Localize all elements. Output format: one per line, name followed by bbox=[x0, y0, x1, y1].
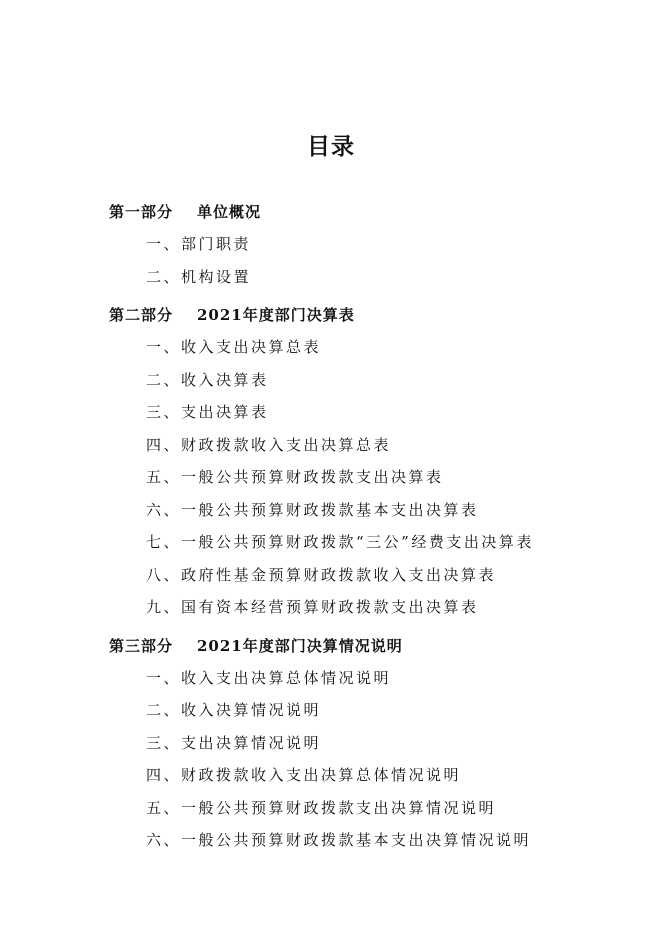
toc-section-heading bbox=[0, 299, 662, 331]
toc-section-part3 bbox=[0, 630, 662, 857]
toc-item[interactable]: 三、支出决算表 bbox=[146, 403, 269, 421]
toc-item[interactable]: 四、财政拨款收入支出决算总体情况说明 bbox=[146, 766, 462, 784]
toc-item[interactable]: 一、收入支出决算总体情况说明 bbox=[146, 668, 392, 687]
table-of-contents bbox=[0, 196, 662, 857]
section-name: 单位概况 bbox=[197, 203, 262, 221]
toc-item[interactable]: 七、一般公共预算财政拨款“三公”经费支出决算表 bbox=[146, 533, 534, 551]
section-part-label: 第一部分 bbox=[109, 203, 174, 221]
toc-item[interactable]: 二、收入决算情况说明 bbox=[146, 701, 322, 719]
toc-item[interactable]: 九、国有资本经营预算财政拨款支出决算表 bbox=[146, 598, 479, 616]
toc-item[interactable]: 五、一般公共预算财政拨款支出决算情况说明 bbox=[146, 798, 497, 817]
section-name: 2021年度部门决算情况说明 bbox=[197, 636, 403, 655]
toc-item[interactable]: 六、一般公共预算财政拨款基本支出决算情况说明 bbox=[146, 831, 532, 849]
toc-section-heading bbox=[0, 196, 662, 228]
toc-item[interactable]: 八、政府性基金预算财政拨款收入支出决算表 bbox=[146, 565, 497, 584]
toc-item[interactable]: 二、收入决算表 bbox=[146, 370, 269, 389]
toc-item[interactable]: 五、一般公共预算财政拨款支出决算表 bbox=[146, 468, 444, 486]
page-title: 目录 bbox=[307, 134, 355, 160]
toc-item[interactable]: 一、部门职责 bbox=[146, 235, 252, 253]
toc-section-part2 bbox=[0, 299, 662, 624]
toc-item[interactable]: 一、收入支出决算总表 bbox=[146, 338, 322, 356]
toc-item[interactable]: 六、一般公共预算财政拨款基本支出决算表 bbox=[146, 500, 479, 519]
toc-section-part1 bbox=[0, 196, 662, 293]
section-part-label: 第二部分 bbox=[109, 306, 174, 324]
section-name: 2021年度部门决算表 bbox=[197, 306, 355, 324]
toc-item[interactable]: 四、财政拨款收入支出决算总表 bbox=[146, 435, 392, 454]
toc-item[interactable]: 二、机构设置 bbox=[146, 267, 252, 286]
toc-item[interactable]: 三、支出决算情况说明 bbox=[146, 733, 322, 752]
section-part-label: 第三部分 bbox=[109, 636, 174, 655]
toc-section-heading bbox=[0, 630, 662, 662]
